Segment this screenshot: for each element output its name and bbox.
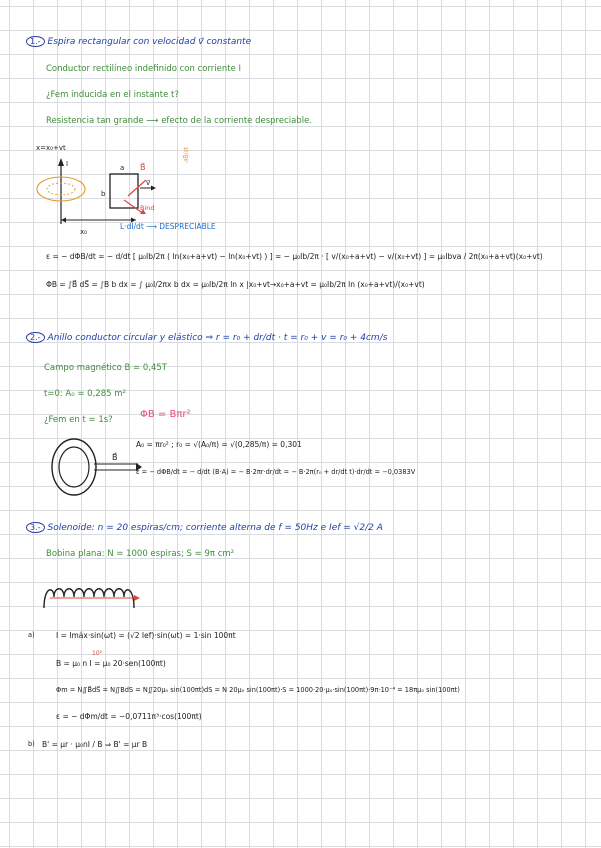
problem-3-relative-permeability-equation: B' = μr · μ₀nI / B ⇒ B' = μr B — [42, 740, 148, 749]
ring-B-label: B⃗ — [112, 453, 118, 462]
problem-1-line-3: ¿Fem inducida en el instante t? — [46, 90, 179, 100]
problem-2-initial-area: t=0: A₀ = 0,285 m² — [44, 389, 126, 399]
side-a-label: a — [120, 164, 125, 172]
velocity-label: v⃗ — [146, 179, 151, 187]
solenoid-diagram — [40, 582, 150, 612]
problem-3-flux-equation: Φm = N∬B⃗dS⃗ = N∬BdS = N∬20μ₀ sin(100πt)dS = N 20μ₀ sin(100πt)·S = 1000·20·μ₀·sin(100πt)·9π·10⁻⁴ = 18πμ₀ sin(100πt) — [56, 686, 460, 694]
problem-3-title: 3.- Solenoide: n = 20 espiras/cm; corriente alterna de f = 50Hz e Ief = √2/2 A — [26, 522, 383, 533]
problem-2-title: 2.- Anillo conductor circular y elástico ⇒ r = r₀ + dr/dt · t = r₀ + v = r₀ + 4cm/s — [26, 332, 387, 343]
problem-2-radius-equation: A₀ = πr₀² ; r₀ = √(A₀/π) = √(0,285/π) = 0,301 — [136, 440, 302, 449]
problem-1-flux-equation: ΦB = ∫B⃗ dS⃗ = ∫B b dx = ∫ μ₀I/2πx b dx = μ₀Ib/2π ln x |x₀+vt→x₀+a+vt = μ₀Ib/2π ln (x₀+a+vt)/(x₀+vt) — [46, 280, 425, 289]
problem-1-title: 1.- Espira rectangular con velocidad v⃗ constante — [26, 36, 251, 47]
problem-2-flux-expression: ΦB = Bπr² — [140, 409, 191, 420]
part-b-label: b) — [28, 740, 35, 748]
problem-3-number: 3.- — [26, 522, 45, 533]
problem-1-line-2: Conductor rectilíneo indefinido con corriente I — [46, 64, 242, 74]
problem-2-field: Campo magnético B = 0,45T — [44, 363, 167, 373]
x0-label: x₀ — [80, 228, 87, 236]
problem-2-number: 2.- — [26, 332, 45, 343]
svg-text:-∂B⃗/∂t: -∂B⃗/∂t — [183, 147, 190, 164]
x-position-label: x=x₀+vt — [36, 144, 66, 152]
problem-2-question: ¿Fem en t = 1s? — [44, 415, 113, 425]
problem-1-emf-equation: ε = − dΦB/dt = − d/dt [ μ₀Ib/2π ( ln(x₀+a+vt) − ln(x₀+vt) ) ] = − μ₀Ib/2π · [ v/(x₀+a+vt) − v/(x₀+vt) ] = μ₀Ibva / 2π(x₀+a+vt)(x₀+vt) — [46, 252, 543, 261]
current-label: I — [66, 160, 69, 168]
problem-3-coil: Bobina plana: N = 1000 espiras; S = 9π cm² — [46, 549, 235, 559]
problem-1-line-4: Resistencia tan grande ⟶ efecto de la corriente despreciable. — [46, 116, 313, 126]
induced-B-label: Bind — [140, 204, 155, 212]
problem-3-current-equation: I = Imáx·sin(ωt) = (√2 Ief)·sin(ωt) = 1·sin 100πt — [56, 631, 236, 640]
problem-3-emf-equation: ε = − dΦm/dt = −0,0711π³·cos(100πt) — [56, 712, 202, 721]
problem-2-emf-equation: ε = − dΦB/dt = − d/dt (B·A) = − B·2πr·dr/dt = − B·2π(r₀ + dr/dt t)·dr/dt = −0,0383V — [136, 468, 416, 476]
side-b-label: b — [101, 190, 106, 198]
B-field-label: B⃗ — [140, 163, 146, 172]
despreciable-note: L·dI/dt ⟶ DESPRECIABLE — [120, 222, 216, 231]
red-exponent-note: 10² — [92, 650, 103, 657]
problem-3-field-equation: B = μ₀ n I = μ₀ 20·sen(100πt) — [56, 659, 166, 668]
part-a-label: a) — [28, 631, 35, 639]
problem-1-number: 1.- — [26, 36, 45, 47]
